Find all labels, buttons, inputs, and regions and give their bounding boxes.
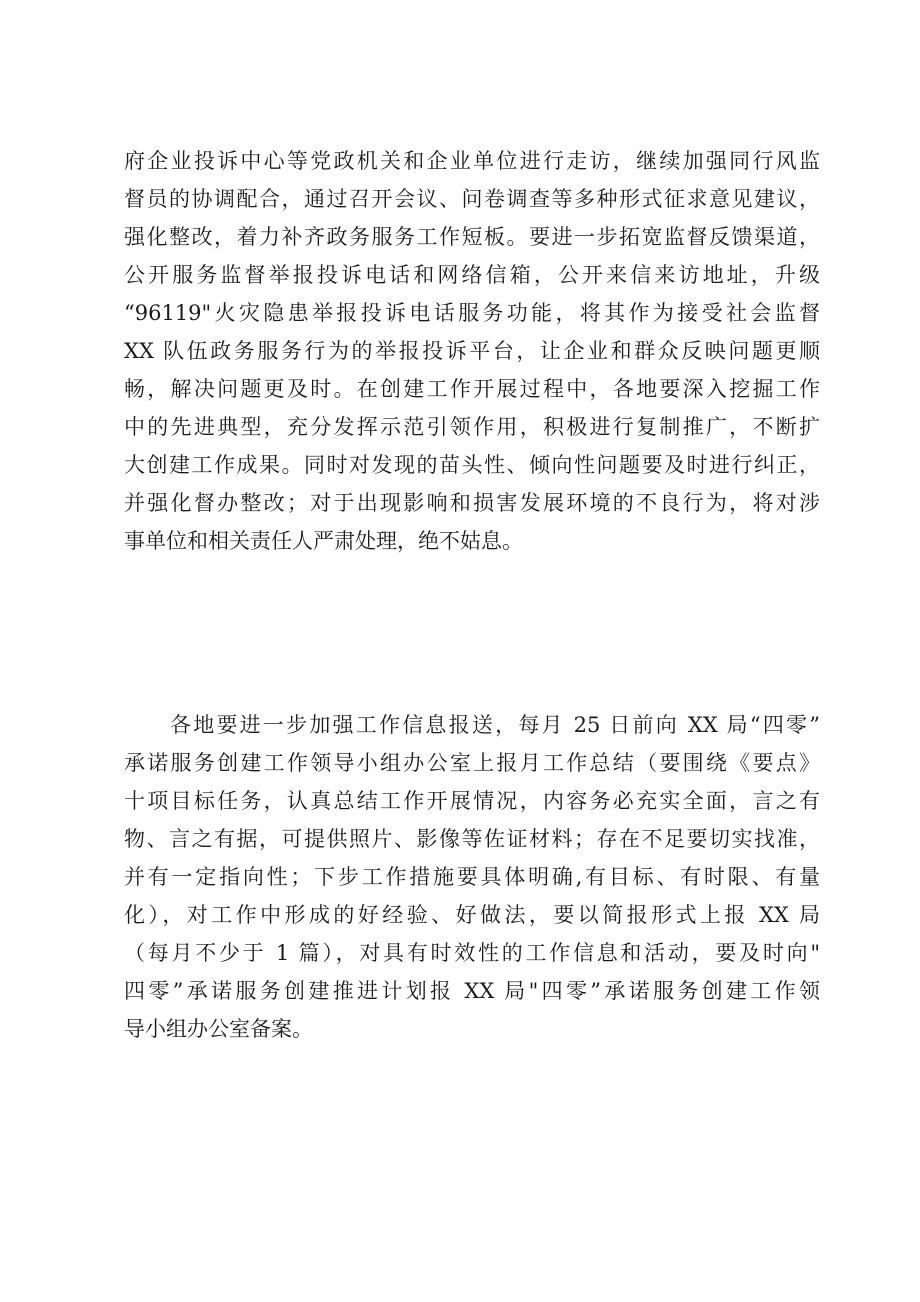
paragraph-line: 各地要进一步加强工作信息报送，每月 25 日前向 XX 局“四零” <box>170 713 820 737</box>
paragraph-reporting <box>124 706 820 1048</box>
paragraph-line: 畅，解决问题更及时。在创建工作开展过程中，各地要深入挖掘工作 <box>124 377 820 401</box>
paragraph-line: 强化整改，着力补齐政务服务工作短板。要进一步拓宽监督反馈渠道， <box>124 225 820 249</box>
paragraph-line: 十项目标任务，认真总结工作开展情况，内容务必充实全面，言之有 <box>124 789 820 813</box>
paragraph-line: XX 队伍政务服务行为的举报投诉平台，让企业和群众反映问题更顺 <box>124 339 820 363</box>
paragraph-line: 公开服务监督举报投诉电话和网络信箱，公开来信来访地址，升级 <box>124 263 820 287</box>
paragraph-line: 事单位和相关责任人严肃处理，绝不姑息。 <box>124 529 523 553</box>
paragraph-line: （每月不少于 1 篇），对具有时效性的工作信息和活动，要及时向" <box>124 941 820 965</box>
paragraph-line: 并有一定指向性；下步工作措施要具体明确,有目标、有时限、有量 <box>124 865 820 889</box>
paragraph-line: 化），对工作中形成的好经验、好做法，要以简报形式上报 XX 局 <box>124 903 820 927</box>
paragraph-line: 导小组办公室备案。 <box>124 1017 313 1041</box>
paragraph-line: 中的先进典型，充分发挥示范引领作用，积极进行复制推广，不断扩 <box>124 415 820 439</box>
paragraph-line: “96119"火灾隐患举报投诉电话服务功能，将其作为接受社会监督 <box>124 301 820 325</box>
paragraph-line: 大创建工作成果。同时对发现的苗头性、倾向性问题要及时进行纠正， <box>124 453 820 477</box>
paragraph-line: 物、言之有据，可提供照片、影像等佐证材料；存在不足要切实找准， <box>124 827 820 851</box>
paragraph-line: 督员的协调配合，通过召开会议、问卷调查等多种形式征求意见建议， <box>124 187 820 211</box>
paragraph-line: 四零”承诺服务创建推进计划报 XX 局"四零”承诺服务创建工作领 <box>124 979 820 1003</box>
paragraph-line: 承诺服务创建工作领导小组办公室上报月工作总结（要围绕《要点》 <box>124 751 820 775</box>
paragraph-supervision <box>124 142 820 560</box>
paragraph-line: 并强化督办整改；对于出现影响和损害发展环境的不良行为，将对涉 <box>124 491 820 515</box>
paragraph-line: 府企业投诉中心等党政机关和企业单位进行走访，继续加强同行风监 <box>124 149 820 173</box>
